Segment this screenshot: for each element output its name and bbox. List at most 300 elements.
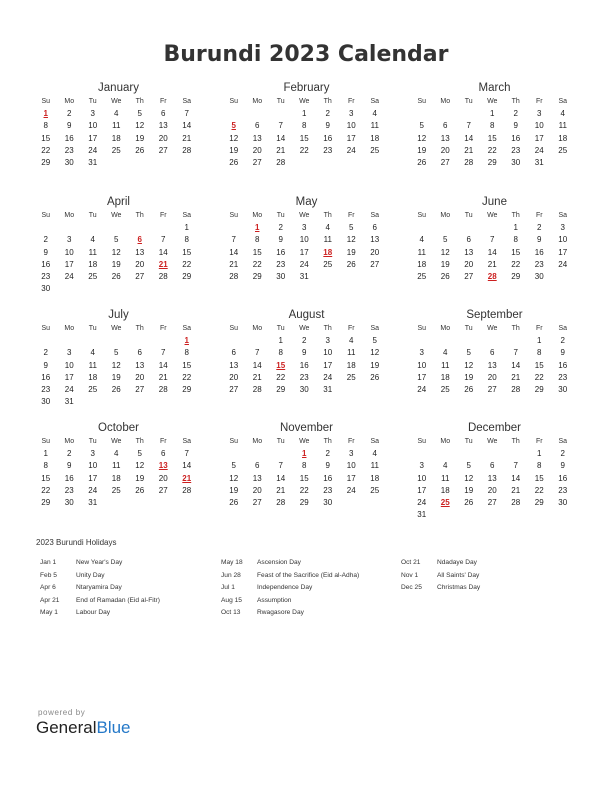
day-cell: 5: [137, 449, 142, 458]
weekday-header: Mo: [64, 325, 75, 332]
day-cell: 25: [370, 145, 380, 155]
day-cell: 24: [64, 385, 74, 395]
day-cell: 6: [255, 461, 260, 471]
blank-cell: [152, 222, 176, 234]
blank-cell: [434, 108, 458, 120]
day-cell: 28: [158, 272, 168, 282]
weekday-header: Fr: [535, 98, 543, 105]
holiday-row: [221, 582, 359, 595]
day-cell: 9: [67, 461, 72, 471]
day-cell: 12: [135, 121, 145, 131]
day-cell: 16: [323, 473, 333, 483]
day-cell: 7: [184, 109, 189, 118]
day-cell: 11: [441, 360, 450, 370]
weekday-header: We: [487, 98, 498, 105]
day-cell: 26: [135, 145, 145, 155]
weekday-header: Sa: [370, 325, 380, 332]
day-cell: 2: [513, 109, 518, 118]
day-cell: 22: [534, 372, 544, 382]
weekday-header: We: [111, 212, 122, 219]
day-cell: 17: [299, 247, 309, 257]
day-cell: 7: [161, 348, 166, 358]
day-cell: 28: [182, 145, 192, 155]
weekday-header: Th: [135, 98, 144, 105]
weekday-header: Th: [511, 98, 520, 105]
day-cell: 6: [161, 109, 166, 118]
month-grid: [34, 210, 204, 296]
day-cell: 7: [466, 121, 471, 131]
day-cell: 8: [537, 348, 542, 358]
blank-cell: [34, 222, 58, 234]
month-april: [36, 194, 204, 296]
holiday-name: End of Ramadan (Eid al-Fitr): [76, 596, 160, 604]
month-name: May: [295, 196, 318, 208]
day-cell: 24: [558, 259, 568, 269]
day-cell: 6: [231, 348, 236, 358]
weekday-header: Tu: [276, 325, 285, 332]
holiday-name: Christmas Day: [437, 584, 481, 591]
weekday-header: Tu: [88, 212, 97, 219]
weekday-header: Su: [417, 325, 427, 332]
day-cell: 3: [560, 223, 565, 232]
day-cell: 6: [443, 121, 448, 131]
day-cell: 5: [114, 348, 119, 358]
day-cell: 6: [466, 235, 471, 245]
day-cell: 9: [560, 348, 565, 358]
blank-cell: [34, 335, 58, 347]
day-cell: 22: [534, 485, 544, 495]
day-cell: 9: [43, 247, 48, 257]
day-cell: 1: [490, 109, 495, 118]
day-cell: 4: [372, 449, 377, 458]
day-cell: 12: [346, 235, 356, 245]
day-cell: 26: [229, 158, 239, 168]
weekday-header: Fr: [347, 212, 355, 219]
day-cell: 15: [182, 360, 192, 370]
day-cell: 25: [88, 385, 98, 395]
day-cell: 17: [88, 133, 98, 143]
day-cell: 30: [276, 272, 286, 282]
holiday-day: 15: [276, 360, 286, 370]
day-cell: 21: [276, 145, 286, 155]
weekday-header: Mo: [252, 98, 263, 105]
day-cell: 17: [323, 360, 333, 370]
day-cell: 12: [229, 473, 239, 483]
day-cell: 22: [487, 145, 497, 155]
holiday-name: Labour Day: [76, 609, 111, 616]
day-cell: 22: [41, 145, 51, 155]
blank-cell: [152, 335, 176, 347]
day-cell: 7: [161, 235, 166, 245]
day-cell: 6: [137, 348, 142, 358]
weekday-header: Sa: [558, 212, 568, 219]
weekday-header: Fr: [347, 438, 355, 445]
holiday-row: [40, 557, 160, 570]
day-cell: 31: [88, 498, 98, 508]
day-cell: 12: [111, 247, 121, 257]
weekday-header: Th: [135, 325, 144, 332]
day-cell: 25: [323, 259, 333, 269]
day-cell: 29: [534, 385, 544, 395]
day-cell: 7: [278, 461, 283, 471]
day-cell: 13: [440, 133, 450, 143]
weekday-header: Su: [229, 325, 239, 332]
day-cell: 20: [158, 473, 168, 483]
month-name: February: [283, 82, 330, 94]
day-cell: 12: [370, 348, 380, 358]
day-cell: 11: [88, 360, 97, 370]
month-grid: [410, 436, 580, 522]
blank-cell: [457, 108, 481, 120]
day-cell: 16: [558, 473, 568, 483]
day-cell: 14: [511, 473, 521, 483]
day-cell: 26: [229, 498, 239, 508]
weekday-header: Th: [323, 438, 332, 445]
blank-cell: [269, 108, 293, 120]
day-cell: 13: [158, 121, 168, 131]
holiday-column-3: [401, 557, 480, 595]
day-cell: 24: [346, 485, 356, 495]
day-cell: 12: [229, 133, 239, 143]
day-cell: 5: [114, 235, 119, 245]
blank-cell: [105, 335, 129, 347]
day-cell: 5: [372, 336, 377, 345]
day-cell: 27: [487, 498, 497, 508]
day-cell: 30: [323, 498, 333, 508]
day-cell: 14: [158, 247, 168, 257]
holiday-day: 25: [440, 498, 450, 508]
day-cell: 13: [135, 247, 145, 257]
day-cell: 25: [111, 485, 121, 495]
month-name: March: [478, 82, 511, 94]
day-cell: 10: [88, 121, 98, 131]
day-cell: 20: [440, 145, 450, 155]
holidays-title: 2023 Burundi Holidays: [36, 538, 117, 547]
month-grid: [222, 210, 392, 283]
weekday-header: Su: [41, 438, 51, 445]
holiday-day: 5: [231, 121, 236, 131]
day-cell: 10: [534, 121, 544, 131]
holiday-row: [40, 582, 160, 595]
blank-cell: [222, 108, 246, 120]
weekday-header: Tu: [276, 212, 285, 219]
day-cell: 6: [372, 223, 377, 232]
weekday-header: We: [111, 98, 122, 105]
holiday-date: Aug 15: [221, 596, 242, 604]
day-cell: 17: [534, 133, 544, 143]
day-cell: 10: [417, 360, 427, 370]
weekday-header: Su: [417, 212, 427, 219]
day-cell: 12: [464, 360, 474, 370]
day-cell: 17: [417, 372, 427, 382]
holiday-date: Oct 13: [221, 609, 241, 616]
day-cell: 20: [487, 372, 497, 382]
day-cell: 17: [64, 259, 74, 269]
day-cell: 19: [135, 133, 145, 143]
day-cell: 3: [90, 449, 95, 458]
weekday-header: We: [487, 438, 498, 445]
day-cell: 23: [534, 259, 544, 269]
day-cell: 25: [370, 485, 380, 495]
day-cell: 14: [182, 461, 192, 471]
day-cell: 13: [252, 133, 262, 143]
weekday-header: Mo: [440, 325, 451, 332]
day-cell: 13: [487, 473, 497, 483]
weekday-header: We: [299, 212, 310, 219]
day-cell: 28: [276, 158, 286, 168]
day-cell: 27: [252, 158, 262, 168]
day-cell: 8: [302, 121, 307, 131]
day-cell: 29: [534, 498, 544, 508]
weekday-header: We: [299, 325, 310, 332]
holiday-row: [401, 570, 480, 583]
month-name: November: [279, 422, 334, 434]
day-cell: 11: [347, 348, 356, 358]
blank-cell: [434, 335, 458, 347]
weekday-header: Su: [41, 325, 51, 332]
day-cell: 13: [370, 235, 380, 245]
day-cell: 23: [323, 485, 333, 495]
day-cell: 30: [511, 158, 521, 168]
day-cell: 5: [466, 348, 471, 358]
month-name: June: [482, 196, 507, 208]
holiday-name: Feast of the Sacrifice (Eid al-Adha): [257, 571, 360, 579]
day-cell: 13: [135, 360, 145, 370]
weekday-header: Fr: [535, 212, 543, 219]
day-cell: 4: [90, 348, 95, 358]
holiday-day: 1: [184, 336, 189, 345]
day-cell: 22: [182, 259, 192, 269]
day-cell: 31: [88, 158, 98, 168]
day-cell: 2: [278, 223, 283, 232]
day-cell: 27: [370, 259, 380, 269]
day-cell: 17: [558, 247, 568, 257]
holiday-date: Oct 21: [401, 559, 421, 566]
day-cell: 7: [513, 461, 518, 471]
day-cell: 10: [558, 235, 568, 245]
day-cell: 16: [64, 133, 74, 143]
day-cell: 14: [182, 121, 192, 131]
blank-cell: [222, 222, 246, 234]
weekday-header: We: [111, 325, 122, 332]
day-cell: 30: [299, 385, 309, 395]
day-cell: 16: [323, 133, 333, 143]
holiday-day: 21: [158, 259, 168, 269]
month-name: August: [288, 309, 325, 321]
day-cell: 7: [513, 348, 518, 358]
weekday-header: Tu: [464, 98, 473, 105]
powered-by-text: powered by: [38, 708, 86, 717]
day-cell: 7: [255, 348, 260, 358]
day-cell: 2: [560, 336, 565, 345]
holiday-day: 13: [158, 461, 168, 471]
weekday-header: Tu: [464, 212, 473, 219]
day-cell: 18: [440, 372, 450, 382]
month-march: [412, 80, 580, 169]
day-cell: 21: [276, 485, 286, 495]
day-cell: 24: [88, 145, 98, 155]
day-cell: 30: [534, 272, 544, 282]
weekday-header: Th: [511, 438, 520, 445]
day-cell: 30: [41, 284, 51, 294]
day-cell: 11: [88, 247, 97, 257]
month-september: [412, 307, 580, 396]
day-cell: 28: [276, 498, 286, 508]
day-cell: 27: [158, 485, 168, 495]
day-cell: 29: [299, 498, 309, 508]
blank-cell: [128, 222, 152, 234]
day-cell: 16: [558, 360, 568, 370]
weekday-header: We: [299, 438, 310, 445]
day-cell: 5: [231, 461, 236, 471]
weekday-header: Mo: [64, 212, 75, 219]
day-cell: 11: [112, 121, 121, 131]
weekday-header: Fr: [535, 438, 543, 445]
holiday-date: Jan 1: [40, 559, 57, 566]
day-cell: 4: [349, 336, 354, 345]
day-cell: 18: [88, 372, 98, 382]
blank-cell: [81, 335, 105, 347]
day-cell: 23: [64, 145, 74, 155]
day-cell: 8: [43, 121, 48, 131]
holiday-date: Nov 1: [401, 571, 419, 579]
day-cell: 3: [419, 461, 424, 471]
day-cell: 7: [490, 235, 495, 245]
blank-cell: [504, 448, 528, 460]
holiday-day: 18: [323, 247, 333, 257]
generalblue-logo[interactable]: [36, 718, 131, 738]
day-cell: 28: [229, 272, 239, 282]
blank-cell: [222, 448, 246, 460]
day-cell: 24: [417, 498, 427, 508]
day-cell: 19: [417, 145, 427, 155]
month-grid: [34, 436, 204, 509]
holiday-name: Assumption: [257, 596, 292, 604]
day-cell: 8: [184, 348, 189, 358]
day-cell: 24: [346, 145, 356, 155]
weekday-header: Tu: [88, 438, 97, 445]
holiday-date: Feb 5: [40, 571, 57, 579]
day-cell: 8: [43, 461, 48, 471]
month-grid: [222, 323, 392, 396]
day-cell: 1: [537, 449, 542, 458]
month-grid: [34, 96, 204, 169]
day-cell: 23: [323, 145, 333, 155]
day-cell: 1: [513, 223, 518, 232]
day-cell: 18: [417, 259, 427, 269]
day-cell: 7: [184, 449, 189, 458]
day-cell: 9: [325, 121, 330, 131]
day-cell: 8: [302, 461, 307, 471]
day-cell: 9: [513, 121, 518, 131]
blank-cell: [246, 108, 270, 120]
weekday-header: Mo: [64, 438, 75, 445]
month-name: September: [466, 309, 523, 321]
day-cell: 13: [229, 360, 239, 370]
day-cell: 29: [276, 385, 286, 395]
weekday-header: Th: [135, 438, 144, 445]
day-cell: 11: [558, 121, 567, 131]
day-cell: 6: [490, 348, 495, 358]
day-cell: 18: [346, 360, 356, 370]
holiday-row: [401, 582, 480, 595]
day-cell: 1: [184, 223, 189, 232]
day-cell: 19: [111, 372, 121, 382]
month-july: [36, 307, 204, 409]
day-cell: 11: [417, 247, 426, 257]
day-cell: 23: [511, 145, 521, 155]
weekday-header: Th: [511, 325, 520, 332]
day-cell: 19: [346, 247, 356, 257]
day-cell: 20: [229, 372, 239, 382]
day-cell: 10: [346, 461, 356, 471]
day-cell: 2: [537, 223, 542, 232]
day-cell: 8: [184, 235, 189, 245]
day-cell: 1: [302, 109, 307, 118]
day-cell: 6: [490, 461, 495, 471]
weekday-header: Sa: [370, 438, 380, 445]
day-cell: 2: [302, 336, 307, 345]
day-cell: 25: [346, 372, 356, 382]
day-cell: 28: [252, 385, 262, 395]
day-cell: 28: [511, 498, 521, 508]
day-cell: 16: [41, 372, 51, 382]
day-cell: 31: [417, 510, 427, 520]
day-cell: 15: [534, 360, 544, 370]
day-cell: 11: [370, 121, 379, 131]
day-cell: 14: [276, 133, 286, 143]
day-cell: 30: [64, 158, 74, 168]
day-cell: 29: [41, 498, 51, 508]
day-cell: 9: [67, 121, 72, 131]
day-cell: 27: [464, 272, 474, 282]
day-cell: 19: [440, 259, 450, 269]
holiday-name: Independence Day: [257, 584, 313, 591]
day-cell: 5: [466, 461, 471, 471]
day-cell: 15: [182, 247, 192, 257]
holiday-date: Jun 28: [221, 571, 241, 579]
day-cell: 10: [323, 348, 333, 358]
day-cell: 23: [41, 385, 51, 395]
day-cell: 24: [64, 272, 74, 282]
day-cell: 20: [158, 133, 168, 143]
holiday-day: 28: [487, 272, 497, 282]
day-cell: 1: [43, 449, 48, 458]
holiday-day: 1: [43, 109, 48, 118]
day-cell: 21: [487, 259, 497, 269]
day-cell: 12: [440, 247, 450, 257]
day-cell: 14: [229, 247, 239, 257]
month-name: October: [98, 422, 139, 434]
blank-cell: [481, 448, 505, 460]
weekday-header: Th: [323, 212, 332, 219]
day-cell: 17: [64, 372, 74, 382]
day-cell: 7: [231, 235, 236, 245]
weekday-header: Sa: [182, 325, 192, 332]
blank-cell: [457, 222, 481, 234]
blank-cell: [410, 335, 434, 347]
weekday-header: Su: [417, 98, 427, 105]
day-cell: 18: [88, 259, 98, 269]
holiday-date: May 1: [40, 609, 58, 616]
day-cell: 7: [278, 121, 283, 131]
day-cell: 17: [88, 473, 98, 483]
day-cell: 31: [299, 272, 309, 282]
day-cell: 15: [487, 133, 497, 143]
holiday-row: [221, 595, 359, 608]
day-cell: 5: [349, 223, 354, 232]
day-cell: 8: [278, 348, 283, 358]
